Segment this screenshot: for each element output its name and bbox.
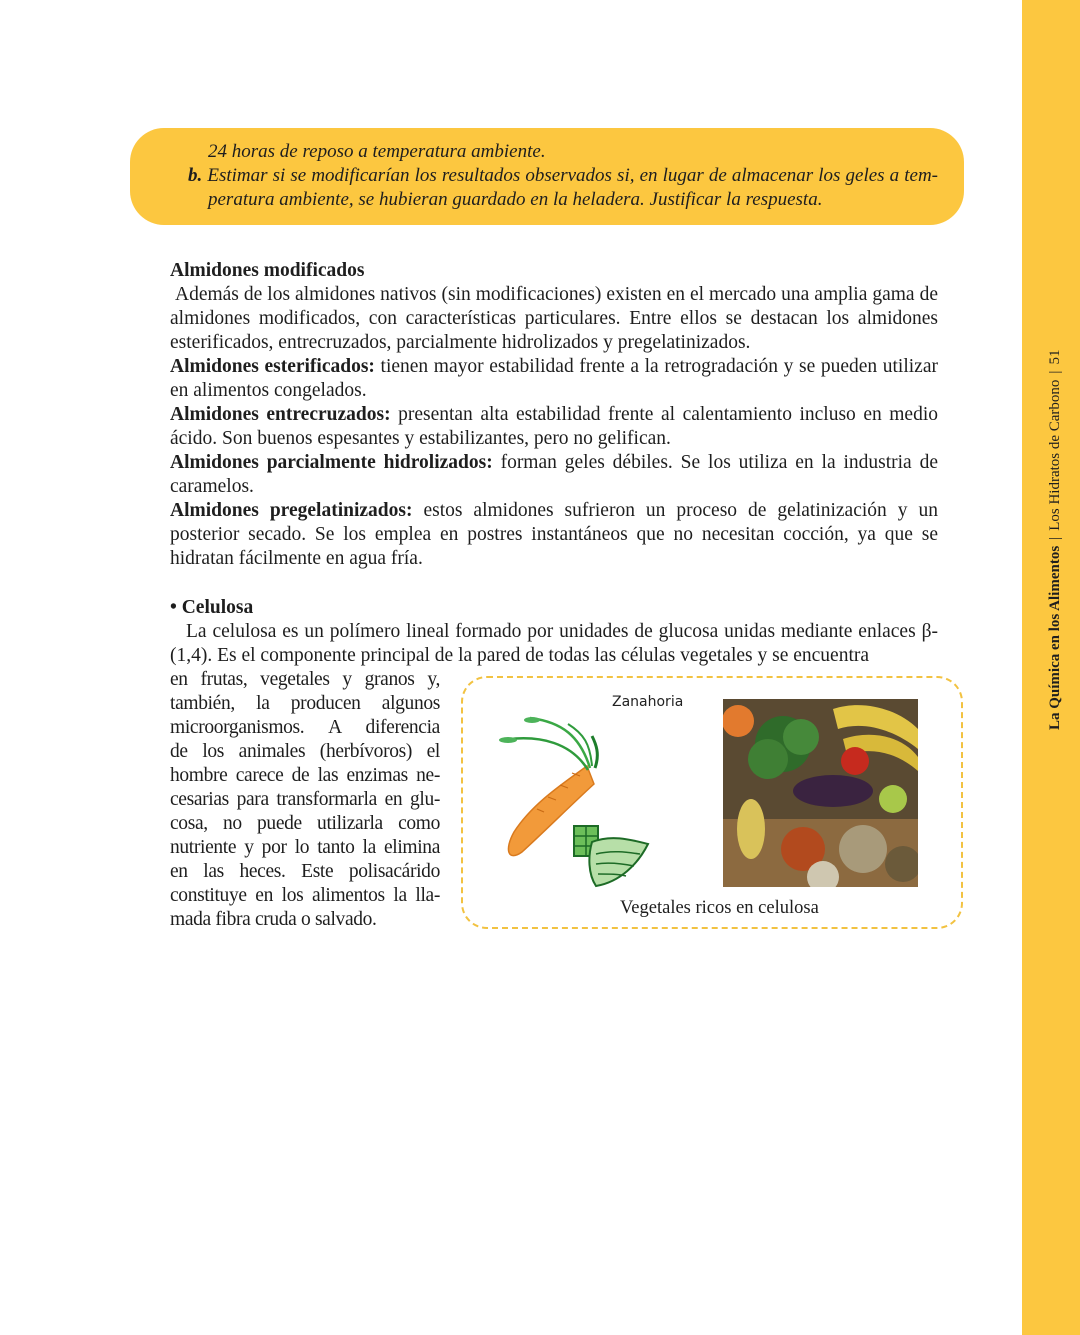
definition: forman geles débiles. Se los utiliza en la industria de caramelos. <box>170 452 938 497</box>
page-number: 51 <box>1047 349 1063 365</box>
callout-item-text: Estimar si se modificarían los resultados observados si, en lugar de almacenar los geles a tem- <box>207 165 938 186</box>
separator: | <box>1047 536 1063 540</box>
text-line: cosa, no puede utilizarla como <box>170 813 440 834</box>
separator: | <box>1047 370 1063 374</box>
definition: presentan alta estabilidad frente al calentamiento incluso en medio ácido. Son buenos espesantes y estabilizantes, pero no gelifican. <box>170 404 938 449</box>
running-header <box>1047 350 1064 730</box>
definition: tienen mayor estabilidad frente a la retrogradación y se pueden utilizar en alimentos congelados. <box>170 356 938 401</box>
section-heading: Almidones modificados <box>170 260 365 281</box>
callout-line: 24 horas de reposo a temperatura ambiente. <box>208 141 546 162</box>
definition-item <box>170 451 938 499</box>
section-heading: • Celulosa <box>170 597 254 618</box>
term: Almidones pregelatinizados: <box>170 500 413 521</box>
cellulose-wrap-text <box>170 668 440 932</box>
text-line: mada fibra cruda o salvado. <box>170 909 377 930</box>
cellulose-section <box>170 596 938 668</box>
term: Almidones esterificados: <box>170 356 375 377</box>
figure-caption: Vegetales ricos en celulosa <box>620 898 819 918</box>
activity-callout <box>130 128 964 225</box>
text-line: constituye en los alimentos la lla- <box>170 885 440 906</box>
text-line: también, la producen algunos <box>170 693 440 714</box>
item-letter: b. <box>188 165 203 186</box>
chapter-title: Los Hidratos de Carbono <box>1047 379 1063 531</box>
text-line: de los animales (herbívoros) el <box>170 741 440 762</box>
modified-starches-section <box>170 259 938 571</box>
definition: estos almidones sufrieron un proceso de gelatinización y un posterior secado. Se los emplea en postres instantáneos que no necesitan cocción, ya que se hidratan fácilmente en agua fría. <box>170 500 938 569</box>
definition-item <box>170 355 938 403</box>
text-line: cesarias para transformarla en glu- <box>170 789 440 810</box>
text-line: microorganismos. A diferencia <box>170 717 440 738</box>
callout-item-b <box>188 164 938 188</box>
term: Almidones entrecruzados: <box>170 404 391 425</box>
vegetables-photo <box>723 699 918 887</box>
definition-item <box>170 499 938 571</box>
text-line: en las heces. Este polisacárido <box>170 861 440 882</box>
text-line: en frutas, vegetales y granos y, <box>170 669 440 690</box>
figure-label: Zanahoria <box>612 694 684 710</box>
carrot-illustration <box>492 714 662 894</box>
term: Almidones parcialmente hidrolizados: <box>170 452 493 473</box>
text-line: hombre carece de las enzimas ne- <box>170 765 440 786</box>
paragraph: La celulosa es un polímero lineal formado por unidades de glucosa unidas mediante enlaces β-(1,4). Es el componente principal de la pared de todas las células vegetales y se encuentra <box>170 621 938 666</box>
callout-item-text-cont: peratura ambiente, se hubieran guardado en la heladera. Justificar la respuesta. <box>208 189 823 210</box>
text-line: nutriente y por lo tanto la elimina <box>170 837 440 858</box>
definition-item <box>170 403 938 451</box>
paragraph: Además de los almidones nativos (sin modificaciones) existen en el mercado una amplia gama de almidones modificados, con características particulares. Entre ellos se destacan los almidones esterificados, entrecruzados, parcialmente hidrolizados y pregelatinizados. <box>170 284 938 353</box>
book-title: La Química en los Alimentos <box>1047 545 1063 730</box>
